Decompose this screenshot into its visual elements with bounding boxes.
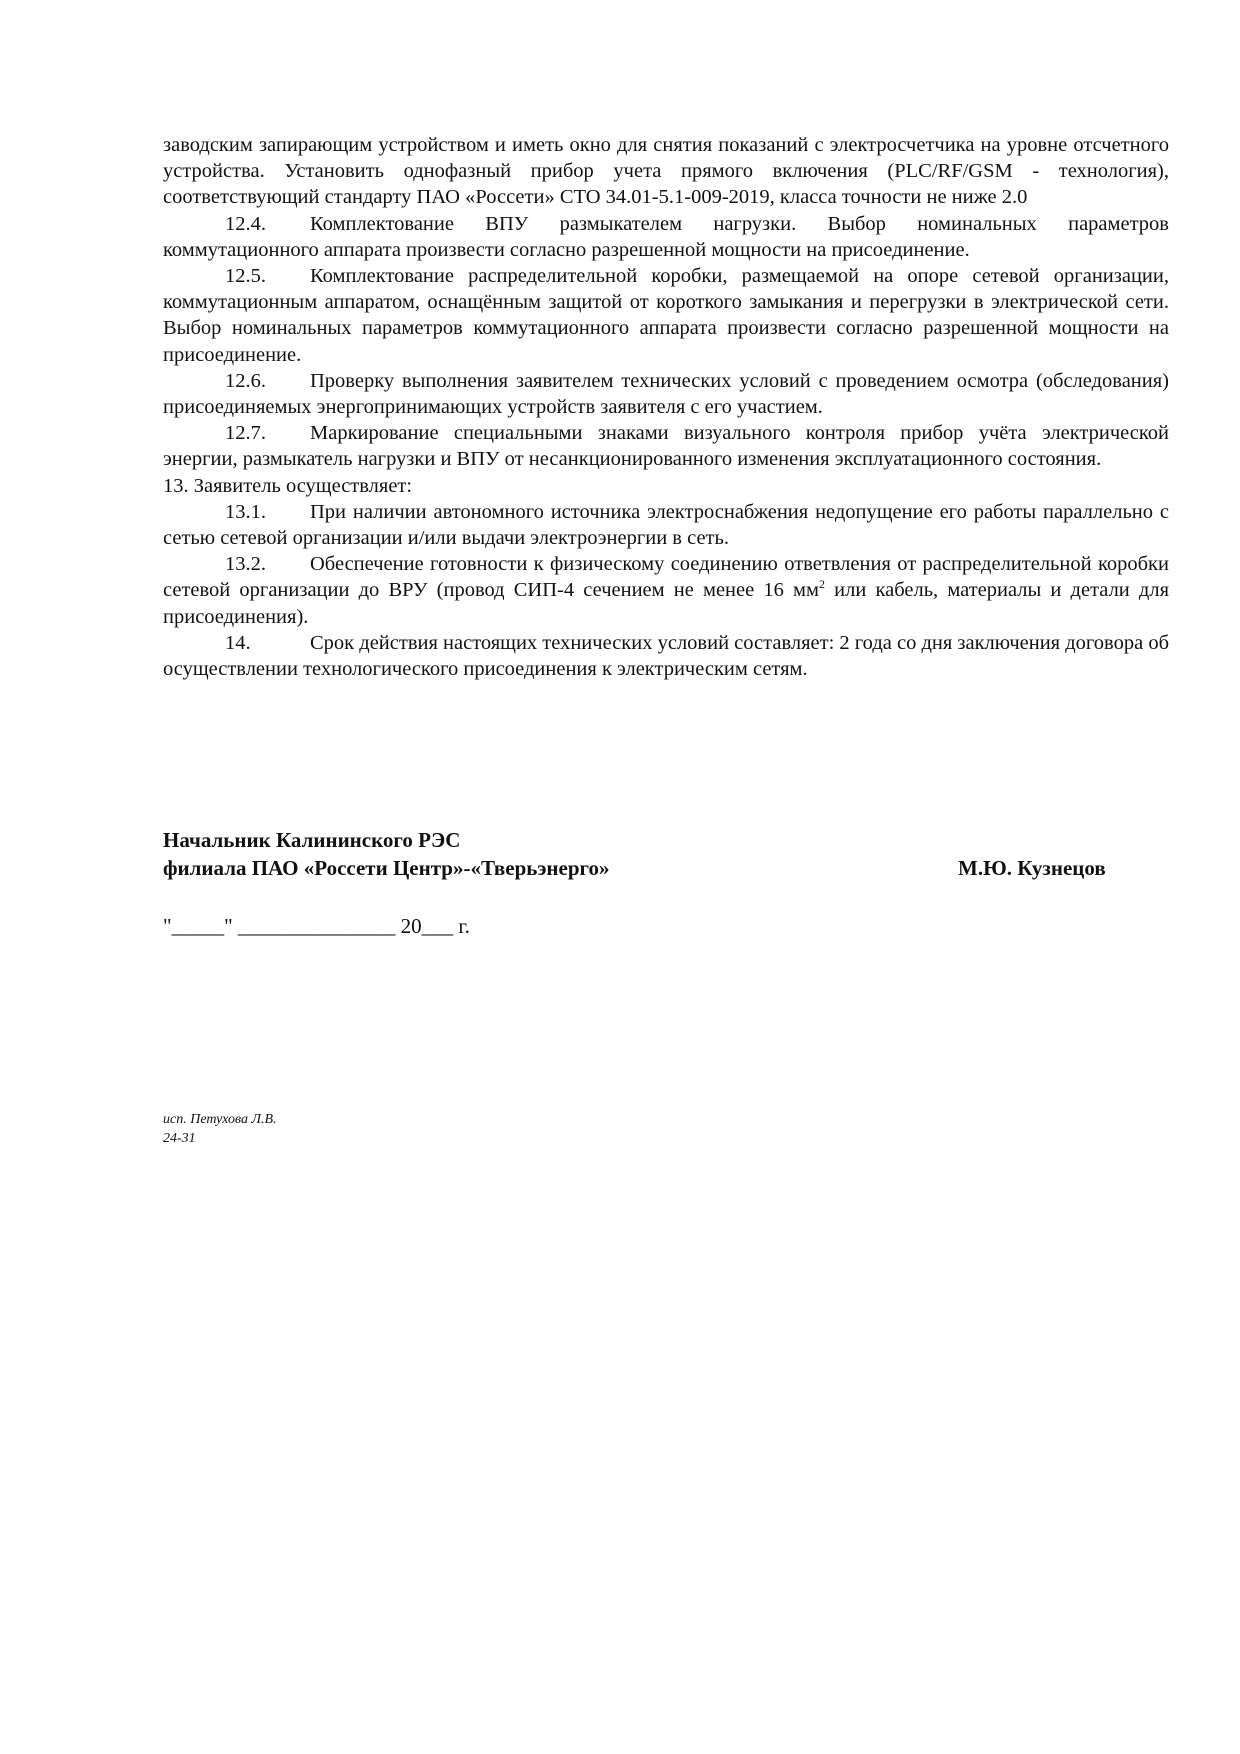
paragraph-12-7 bbox=[163, 420, 1169, 472]
signer-name: М.Ю. Кузнецов bbox=[958, 856, 1106, 880]
paragraph-12-4 bbox=[163, 211, 1169, 263]
paragraph-12-6 bbox=[163, 368, 1169, 420]
document-body bbox=[163, 132, 1169, 682]
paragraph-number: 12.4. bbox=[225, 212, 266, 235]
paragraph-text: Срок действия настоящих технических условий составляет: 2 года со дня заключения договора об осуществлении технологического присоединения к электрическим сетям. bbox=[163, 631, 1169, 681]
superscript: 2 bbox=[818, 577, 825, 592]
paragraph-number: 12.7. bbox=[225, 422, 266, 445]
paragraph-text: Комплектование распределительной коробки, размещаемой на опоре сетевой организации, коммутационным аппаратом, оснащённым защитой от короткого замыкания и перегрузки в электрической сети. Выбор номинальных параметров коммутационного аппарата произвести согласно разрешенной мощности на присоединение. bbox=[163, 265, 1169, 366]
paragraph-number: 13.2. bbox=[225, 553, 266, 576]
signer-organization: филиала ПАО «Россети Центр»-«Тверьэнерго» bbox=[163, 856, 610, 880]
date-line: "_____" _______________ 20___ г. bbox=[163, 914, 470, 938]
paragraph-13-2 bbox=[163, 551, 1169, 630]
paragraph-intro bbox=[163, 132, 1169, 211]
paragraph-text-continued: или кабель, материалы и детали для присоединения). bbox=[163, 579, 1170, 628]
paragraph-number: 14. bbox=[225, 631, 251, 654]
paragraph-text: заводским запирающим устройством и иметь окно для снятия показаний с электросчетчика на уровне отсчетного устройства. Установить однофазный прибор учета прямого включения (PLC/RF/GSM - технология), соответствующий стандарту ПАО «Россети» СТО 34.01-5.1-009-2019, класса точности не ниже 2.0 bbox=[163, 134, 1169, 209]
paragraph-text: Комплектование ВПУ размыкателем нагрузки. Выбор номинальных параметров коммутационного аппарата произвести согласно разрешенной мощности на присоединение. bbox=[163, 212, 1169, 261]
paragraph-number: 13.1. bbox=[225, 500, 266, 523]
paragraph-number: 12.5. bbox=[225, 265, 266, 288]
paragraph-text: При наличии автономного источника электроснабжения недопущение его работы параллельно с сетью сетевой организации и/или выдачи электроэнергии в сеть. bbox=[163, 500, 1169, 550]
paragraph-text: Заявитель осуществляет: bbox=[193, 474, 413, 497]
paragraph-14 bbox=[163, 630, 1169, 682]
executor-phone: 24-31 bbox=[163, 1131, 196, 1146]
paragraph-text: Проверку выполнения заявителем технических условий с проведением осмотра (обследования) присоединяемых энергопринимающих устройств заявителя с его участием. bbox=[163, 369, 1169, 419]
paragraph-text: Обеспечение готовности к физическому соединению ответвления от распределительной коробки сетевой организации до ВРУ (провод СИП-4 сечением не менее 16 мм bbox=[163, 553, 1169, 602]
paragraph-text: Маркирование специальными знаками визуального контроля прибор учёта электрической энергии, размыкатель нагрузки и ВПУ от несанкционированного изменения эксплуатационного состояния. bbox=[163, 422, 1169, 471]
paragraph-number: 12.6. bbox=[225, 369, 266, 392]
paragraph-number: 13. bbox=[163, 474, 189, 497]
signature-block bbox=[163, 826, 1163, 882]
executor-note bbox=[163, 1110, 277, 1148]
paragraph-13 bbox=[163, 473, 1169, 499]
signer-title: Начальник Калининского РЭС bbox=[163, 828, 461, 852]
paragraph-12-5 bbox=[163, 263, 1169, 368]
executor-name: исп. Петухова Л.В. bbox=[163, 1112, 277, 1127]
paragraph-13-1 bbox=[163, 499, 1169, 551]
